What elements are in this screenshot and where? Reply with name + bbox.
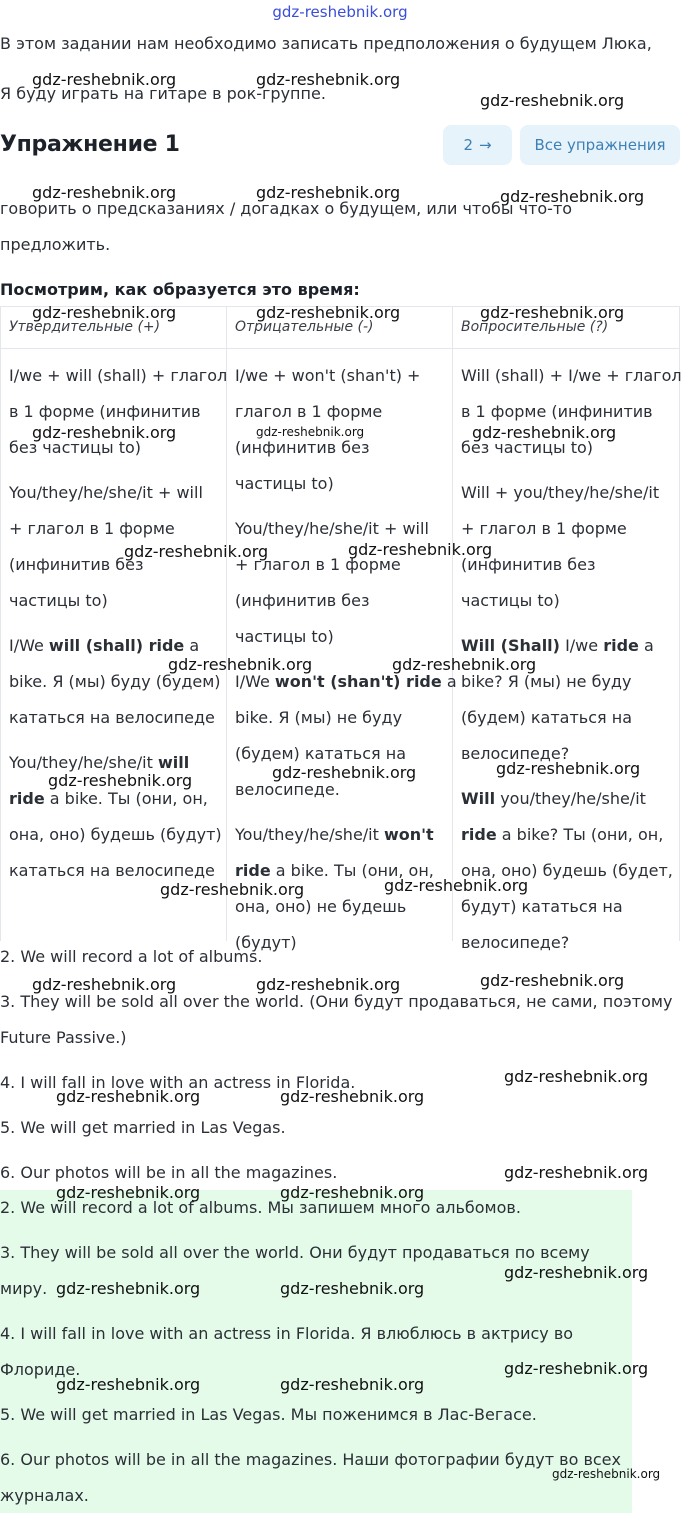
table-cell: частицы to) [9,591,108,610]
explanation-line-1: говорить о предсказаниях / догадках о будущем, или чтобы что-то [0,199,573,218]
cell-emphasis: ride [9,789,45,808]
watermark: gdz-reshebnik.org [56,1087,201,1106]
cell-text: a bike. Ты (они, он, [44,789,208,808]
table-cell: в 1 форме (инфинитив [461,402,653,421]
watermark: gdz-reshebnik.org [48,771,193,790]
table-cell: она, оно) не будешь [235,897,407,916]
intro-line-1: В этом задании нам необходимо записать предположения о будущем Люка, [0,34,652,53]
table-cell [9,789,208,808]
cell-emphasis: will [157,753,190,772]
cell-emphasis: ride [603,636,639,655]
watermark: gdz-reshebnik.org [280,1375,425,1394]
watermark: gdz-reshebnik.org [32,975,177,994]
table-cell: (инфинитив без [9,555,144,574]
table-cell: частицы to) [235,627,334,646]
cell-emphasis: will (shall) ride [48,636,185,655]
exercise-title: Упражнение 1 [0,132,180,157]
table-column-affirmative [0,307,227,941]
explanation-line-2: предложить. [0,235,111,254]
watermark: gdz-reshebnik.org [280,1279,425,1298]
table-cell: частицы to) [461,591,560,610]
table-cell: (инфинитив без [235,591,370,610]
watermark: gdz-reshebnik.org [392,655,537,674]
watermark: gdz-reshebnik.org [56,1279,201,1298]
answer-6: 6. Our photos will be in all the magazines. [0,1163,338,1182]
watermark: gdz-reshebnik.org [504,1359,649,1378]
table-cell: в 1 форме (инфинитив [9,402,201,421]
next-exercise-label: 2 [463,136,473,154]
table-cell: (инфинитив без [461,555,596,574]
table-header-affirmative: Утвердительные (+) [9,319,161,335]
table-cell [461,789,646,808]
watermark: gdz-reshebnik.org [504,1163,649,1182]
watermark: gdz-reshebnik.org [384,876,529,895]
answer-5: 5. We will get married in Las Vegas. [0,1118,286,1137]
cell-emphasis: Will [461,789,496,808]
table-cell: (будем) кататься на [235,744,406,763]
cell-text: a [441,672,457,691]
translation-2: 2. We will record a lot of albums. Мы запишем много альбомов. [0,1198,521,1217]
table-cell [9,636,199,655]
table-cell [9,753,189,772]
table-cell [461,636,654,655]
cell-emphasis: ride [235,861,271,880]
all-exercises-button[interactable]: Все упражнения [520,125,680,165]
watermark: gdz-reshebnik.org [56,1183,201,1202]
watermark: gdz-reshebnik.org [496,759,641,778]
table-cell: без частицы to) [461,438,593,457]
table-cell: I/we + will (shall) + глагол [9,366,228,385]
watermark: gdz-reshebnik.org [256,425,365,439]
translation-5: 5. We will get married in Las Vegas. Мы поженимся в Лас-Вегасе. [0,1405,537,1424]
cell-emphasis: Will (Shall) [461,636,560,655]
table-cell: велосипеде? [461,744,570,763]
watermark: gdz-reshebnik.org [480,91,625,110]
watermark: gdz-reshebnik.org [480,303,625,322]
cell-text: a [638,636,654,655]
table-cell: + глагол в 1 форме [235,555,401,574]
table-cell: You/they/he/she/it + will [9,483,203,502]
watermark: gdz-reshebnik.org [32,303,177,322]
watermark: gdz-reshebnik.org [256,70,401,89]
table-cell: + глагол в 1 форме [461,519,627,538]
watermark: gdz-reshebnik.org [472,423,617,442]
table-cell: частицы to) [235,474,334,493]
cell-text: a bike. Ты (они, он, [270,861,434,880]
table-cell: она, оно) будешь (будет, [461,861,673,880]
watermark: gdz-reshebnik.org [168,655,313,674]
table-cell: (инфинитив без [235,438,370,457]
table-cell: Will (shall) + I/we + глагол [461,366,682,385]
table-cell: I/we + won't (shan't) + [235,366,421,385]
answer-3-line-1: 3. They will be sold all over the world. (Они будут продаваться, не сами, поэтому [0,992,673,1011]
watermark: gdz-reshebnik.org [504,1263,649,1282]
watermark: gdz-reshebnik.org [500,187,645,206]
watermark: gdz-reshebnik.org [552,1467,661,1481]
translation-6-line-2: журналах. [0,1486,89,1505]
answer-3-line-2: Future Passive.) [0,1028,127,1047]
table-cell: она, оно) будешь (будут) [9,825,222,844]
watermark: gdz-reshebnik.org [160,880,305,899]
table-cell: кататься на велосипеде [9,708,215,727]
cell-text: You/they/he/she/it [9,753,158,772]
translation-4-line-1: 4. I will fall in love with an actress in Florida. Я влюблюсь в актрису во [0,1324,574,1343]
watermark: gdz-reshebnik.org [280,1087,425,1106]
watermark: gdz-reshebnik.org [256,183,401,202]
cell-text: You/they/he/she/it [235,825,384,844]
watermark: gdz-reshebnik.org [504,1067,649,1086]
table-cell: (будут) [235,933,297,952]
exercise-header [0,120,680,170]
table-cell: bike. Я (мы) буду (будем) [9,672,221,691]
table-cell [235,672,457,691]
watermark: gdz-reshebnik.org [480,971,625,990]
watermark: gdz-reshebnik.org [256,975,401,994]
table-cell: кататься на велосипеде [9,861,215,880]
watermark: gdz-reshebnik.org [280,1183,425,1202]
table-cell: You/they/he/she/it + will [235,519,429,538]
cell-text: a [184,636,200,655]
table-cell: велосипеде. [235,780,340,799]
table-cell: велосипеде? [461,933,570,952]
table-heading: Посмотрим, как образуется это время: [0,280,360,299]
answer-4: 4. I will fall in love with an actress in Florida. [0,1073,356,1092]
cell-emphasis: ride [461,825,497,844]
table-cell: Will + you/they/he/she/it [461,483,660,502]
translation-3-line-1: 3. They will be sold all over the world. Они будут продаваться по всему [0,1243,590,1262]
watermark: gdz-reshebnik.org [32,183,177,202]
watermark: gdz-reshebnik.org [256,303,401,322]
cell-text: a bike? Ты (они, он, [496,825,664,844]
cell-text: I/we [559,636,604,655]
translation-4-line-2: Флориде. [0,1360,81,1379]
site-watermark: gdz-reshebnik.org [272,3,408,21]
translation-6-line-1: 6. Our photos will be in all the magazines. Наши фотографии будут во всех [0,1450,621,1469]
watermark: gdz-reshebnik.org [32,70,177,89]
cell-text: I/We [9,636,49,655]
cell-emphasis: won't [383,825,434,844]
watermark: gdz-reshebnik.org [56,1375,201,1394]
cell-emphasis: won't (shan't) ride [274,672,442,691]
watermark: gdz-reshebnik.org [272,763,417,782]
table-column-interrogative [453,307,682,952]
arrow-right-icon: → [478,136,492,154]
grammar-table [0,306,682,952]
watermark: gdz-reshebnik.org [124,542,269,561]
table-cell [461,825,663,844]
translation-3-line-2: миру. [0,1279,48,1298]
table-cell: будут) кататься на [461,897,623,916]
table-cell: bike. Я (мы) не буду [235,708,403,727]
table-cell [235,825,434,844]
watermark: gdz-reshebnik.org [348,540,493,559]
table-cell: bike? Я (мы) не буду [461,672,632,691]
cell-text: I/We [235,672,275,691]
table-header-negative: Отрицательные (-) [235,319,374,335]
table-cell: без частицы to) [9,438,141,457]
cell-text: you/they/he/she/it [495,789,646,808]
watermark: gdz-reshebnik.org [32,423,177,442]
table-header-interrogative: Вопросительные (?) [461,319,609,335]
table-cell: (будем) кататься на [461,708,632,727]
answer-2: 2. We will record a lot of albums. [0,947,263,966]
table-cell: глагол в 1 форме [235,402,383,421]
next-exercise-button[interactable] [443,125,512,165]
intro-line-2: Я буду играть на гитаре в рок-группе. [0,84,326,103]
table-cell: + глагол в 1 форме [9,519,175,538]
